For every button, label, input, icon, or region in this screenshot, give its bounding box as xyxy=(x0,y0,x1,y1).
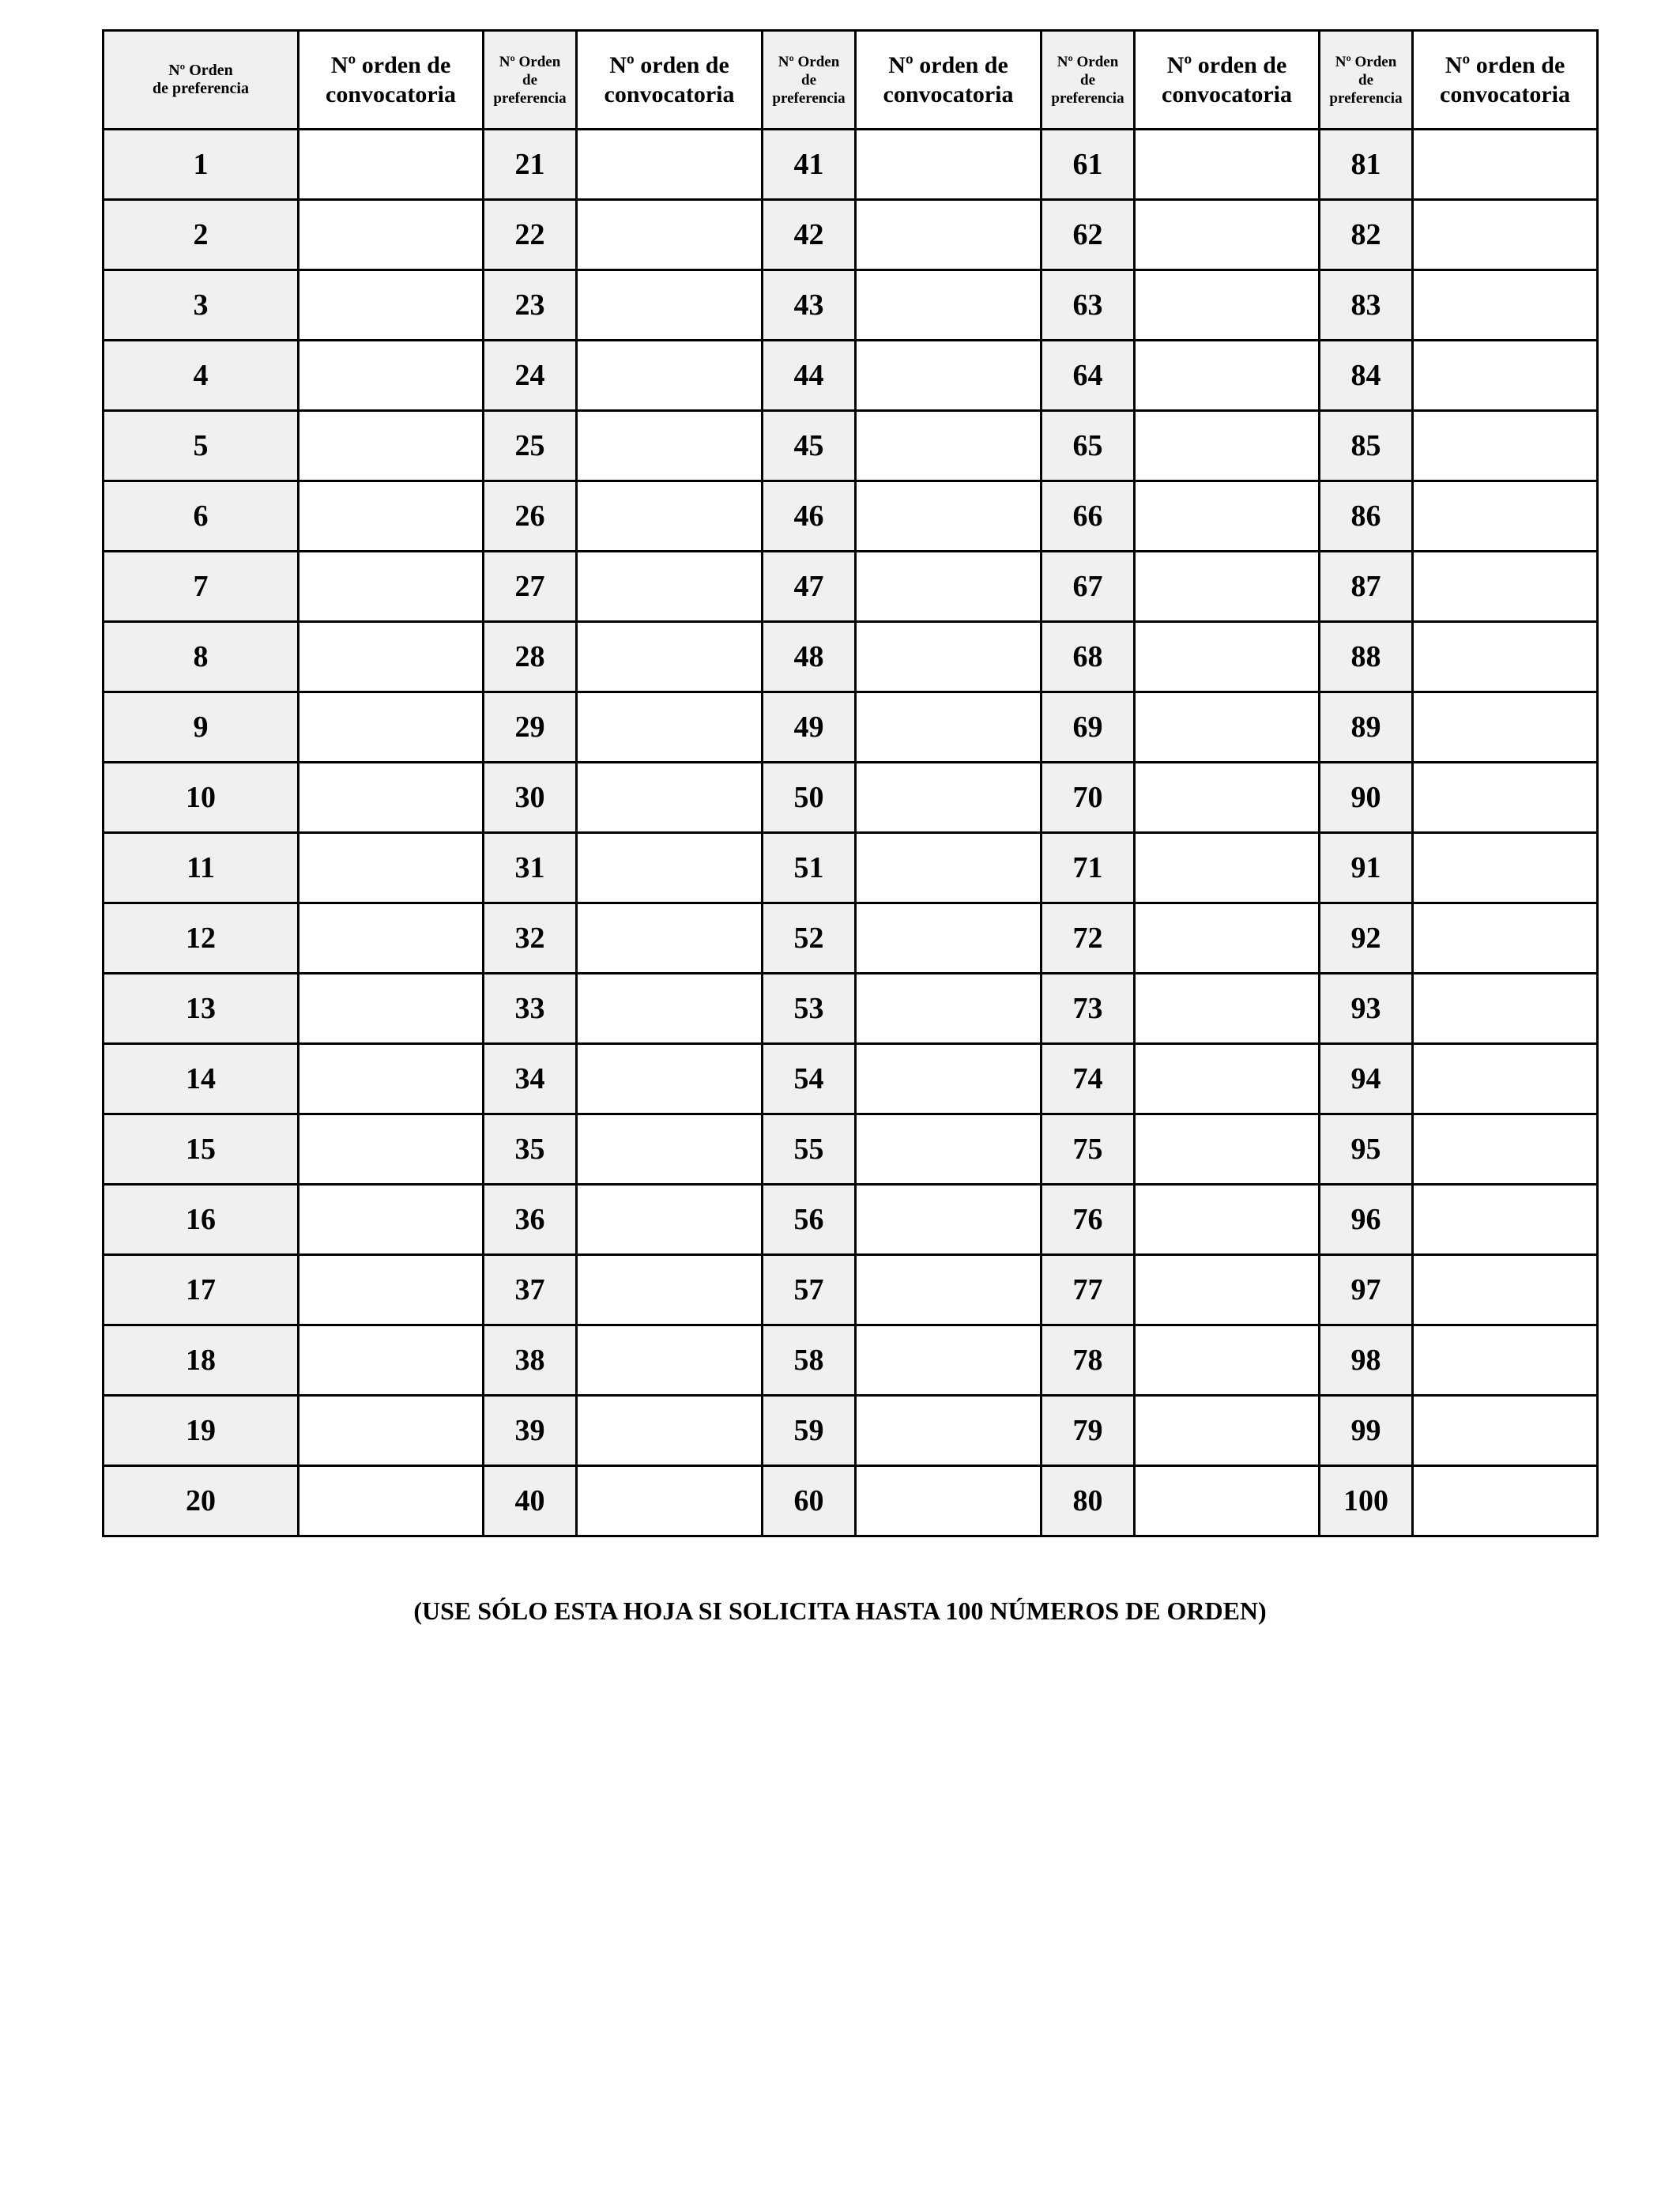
table-row xyxy=(104,974,1598,1044)
call-order-entry-cell[interactable] xyxy=(856,622,1042,692)
preference-number-cell: 81 xyxy=(1320,130,1413,200)
preference-number-cell: 7 xyxy=(104,552,299,622)
preference-number-cell: 67 xyxy=(1042,552,1135,622)
table-header-row xyxy=(104,31,1598,130)
call-order-entry-cell[interactable] xyxy=(1135,552,1320,622)
call-order-entry-cell[interactable] xyxy=(1135,833,1320,903)
call-order-entry-cell[interactable] xyxy=(577,130,763,200)
preference-number-cell: 63 xyxy=(1042,270,1135,341)
preference-number-cell: 100 xyxy=(1320,1466,1413,1536)
call-order-entry-cell[interactable] xyxy=(577,763,763,833)
table-row xyxy=(104,552,1598,622)
call-order-entry-cell[interactable] xyxy=(299,481,484,552)
call-order-entry-cell[interactable] xyxy=(1135,270,1320,341)
call-order-entry-cell[interactable] xyxy=(299,622,484,692)
preference-number-cell: 32 xyxy=(484,903,577,974)
call-order-entry-cell[interactable] xyxy=(1413,270,1598,341)
call-order-entry-cell[interactable] xyxy=(1413,481,1598,552)
table-row xyxy=(104,1255,1598,1325)
call-order-entry-cell[interactable] xyxy=(577,341,763,411)
call-order-entry-cell[interactable] xyxy=(1135,411,1320,481)
call-order-entry-cell[interactable] xyxy=(577,1255,763,1325)
preference-number-cell: 61 xyxy=(1042,130,1135,200)
call-order-entry-cell[interactable] xyxy=(299,270,484,341)
preference-number-cell: 44 xyxy=(763,341,856,411)
table-row xyxy=(104,1114,1598,1185)
header-preference-order-4: Nº Orden de preferencia xyxy=(1042,31,1135,130)
preference-number-cell: 57 xyxy=(763,1255,856,1325)
table-row xyxy=(104,200,1598,270)
call-order-entry-cell[interactable] xyxy=(577,1044,763,1114)
call-order-entry-cell[interactable] xyxy=(299,1325,484,1396)
preference-number-cell: 65 xyxy=(1042,411,1135,481)
preference-number-cell: 68 xyxy=(1042,622,1135,692)
preference-number-cell: 86 xyxy=(1320,481,1413,552)
preference-number-cell: 21 xyxy=(484,130,577,200)
table-row xyxy=(104,692,1598,763)
call-order-entry-cell[interactable] xyxy=(1413,1044,1598,1114)
table-row xyxy=(104,1044,1598,1114)
preference-number-cell: 55 xyxy=(763,1114,856,1185)
call-order-entry-cell[interactable] xyxy=(577,200,763,270)
preference-number-cell: 92 xyxy=(1320,903,1413,974)
call-order-entry-cell[interactable] xyxy=(577,974,763,1044)
preference-number-cell: 3 xyxy=(104,270,299,341)
preference-number-cell: 54 xyxy=(763,1044,856,1114)
call-order-entry-cell[interactable] xyxy=(299,130,484,200)
call-order-entry-cell[interactable] xyxy=(1135,1325,1320,1396)
preference-number-cell: 70 xyxy=(1042,763,1135,833)
preference-number-cell: 84 xyxy=(1320,341,1413,411)
call-order-entry-cell[interactable] xyxy=(1413,1325,1598,1396)
call-order-entry-cell[interactable] xyxy=(577,1396,763,1466)
preference-number-cell: 34 xyxy=(484,1044,577,1114)
preference-number-cell: 19 xyxy=(104,1396,299,1466)
call-order-entry-cell[interactable] xyxy=(299,1466,484,1536)
preference-number-cell: 97 xyxy=(1320,1255,1413,1325)
call-order-entry-cell[interactable] xyxy=(577,1325,763,1396)
call-order-entry-cell[interactable] xyxy=(1413,1466,1598,1536)
preference-number-cell: 95 xyxy=(1320,1114,1413,1185)
preference-number-cell: 76 xyxy=(1042,1185,1135,1255)
call-order-entry-cell[interactable] xyxy=(856,763,1042,833)
table-row xyxy=(104,341,1598,411)
call-order-entry-cell[interactable] xyxy=(856,1466,1042,1536)
table-row xyxy=(104,411,1598,481)
call-order-entry-cell[interactable] xyxy=(577,903,763,974)
call-order-entry-cell[interactable] xyxy=(577,622,763,692)
call-order-entry-cell[interactable] xyxy=(856,833,1042,903)
call-order-entry-cell[interactable] xyxy=(1413,552,1598,622)
call-order-entry-cell[interactable] xyxy=(1413,200,1598,270)
call-order-entry-cell[interactable] xyxy=(299,411,484,481)
preference-number-cell: 28 xyxy=(484,622,577,692)
call-order-entry-cell[interactable] xyxy=(299,1114,484,1185)
table-body xyxy=(104,130,1598,1536)
table-row xyxy=(104,763,1598,833)
preference-number-cell: 90 xyxy=(1320,763,1413,833)
preference-number-cell: 11 xyxy=(104,833,299,903)
table-row xyxy=(104,1396,1598,1466)
call-order-entry-cell[interactable] xyxy=(299,763,484,833)
table-row xyxy=(104,1466,1598,1536)
table-row xyxy=(104,833,1598,903)
preference-number-cell: 25 xyxy=(484,411,577,481)
preference-number-cell: 9 xyxy=(104,692,299,763)
preference-number-cell: 48 xyxy=(763,622,856,692)
call-order-entry-cell[interactable] xyxy=(299,200,484,270)
preference-number-cell: 50 xyxy=(763,763,856,833)
call-order-entry-cell[interactable] xyxy=(1413,833,1598,903)
preference-number-cell: 91 xyxy=(1320,833,1413,903)
call-order-entry-cell[interactable] xyxy=(856,1044,1042,1114)
call-order-entry-cell[interactable] xyxy=(856,552,1042,622)
preference-number-cell: 31 xyxy=(484,833,577,903)
preference-number-cell: 52 xyxy=(763,903,856,974)
preference-number-cell: 45 xyxy=(763,411,856,481)
preference-number-cell: 77 xyxy=(1042,1255,1135,1325)
call-order-entry-cell[interactable] xyxy=(577,833,763,903)
header-preference-order-2: Nº Orden de preferencia xyxy=(484,31,577,130)
preference-number-cell: 71 xyxy=(1042,833,1135,903)
call-order-entry-cell[interactable] xyxy=(856,270,1042,341)
call-order-entry-cell[interactable] xyxy=(1413,1185,1598,1255)
preference-number-cell: 78 xyxy=(1042,1325,1135,1396)
preference-number-cell: 69 xyxy=(1042,692,1135,763)
call-order-entry-cell[interactable] xyxy=(1413,411,1598,481)
preference-number-cell: 39 xyxy=(484,1396,577,1466)
preference-number-cell: 26 xyxy=(484,481,577,552)
preference-number-cell: 87 xyxy=(1320,552,1413,622)
table-row xyxy=(104,270,1598,341)
preference-number-cell: 40 xyxy=(484,1466,577,1536)
preference-number-cell: 2 xyxy=(104,200,299,270)
call-order-entry-cell[interactable] xyxy=(299,1044,484,1114)
preference-number-cell: 66 xyxy=(1042,481,1135,552)
call-order-entry-cell[interactable] xyxy=(1135,1466,1320,1536)
preference-number-cell: 10 xyxy=(104,763,299,833)
preference-number-cell: 94 xyxy=(1320,1044,1413,1114)
call-order-entry-cell[interactable] xyxy=(1135,692,1320,763)
call-order-entry-cell[interactable] xyxy=(577,1466,763,1536)
header-preference-order-3: Nº Orden de preferencia xyxy=(763,31,856,130)
preference-number-cell: 24 xyxy=(484,341,577,411)
call-order-entry-cell[interactable] xyxy=(299,974,484,1044)
preference-number-cell: 59 xyxy=(763,1396,856,1466)
call-order-entry-cell[interactable] xyxy=(299,552,484,622)
call-order-entry-cell[interactable] xyxy=(856,903,1042,974)
call-order-entry-cell[interactable] xyxy=(577,1114,763,1185)
call-order-entry-cell[interactable] xyxy=(856,1325,1042,1396)
preference-number-cell: 73 xyxy=(1042,974,1135,1044)
call-order-entry-cell[interactable] xyxy=(577,1185,763,1255)
preference-number-cell: 12 xyxy=(104,903,299,974)
call-order-entry-cell[interactable] xyxy=(856,481,1042,552)
call-order-entry-cell[interactable] xyxy=(299,1185,484,1255)
preference-number-cell: 46 xyxy=(763,481,856,552)
header-call-order-3: Nº orden de convocatoria xyxy=(856,31,1042,130)
call-order-entry-cell[interactable] xyxy=(1135,763,1320,833)
call-order-entry-cell[interactable] xyxy=(856,200,1042,270)
call-order-entry-cell[interactable] xyxy=(1135,200,1320,270)
preference-number-cell: 16 xyxy=(104,1185,299,1255)
call-order-entry-cell[interactable] xyxy=(299,341,484,411)
preference-number-cell: 38 xyxy=(484,1325,577,1396)
preference-number-cell: 13 xyxy=(104,974,299,1044)
call-order-entry-cell[interactable] xyxy=(1135,974,1320,1044)
footer-note: (USE SÓLO ESTA HOJA SI SOLICITA HASTA 100 NÚMEROS DE ORDEN) xyxy=(413,1596,1267,1625)
call-order-entry-cell[interactable] xyxy=(1413,1255,1598,1325)
call-order-entry-cell[interactable] xyxy=(1413,692,1598,763)
call-order-entry-cell[interactable] xyxy=(1135,903,1320,974)
call-order-entry-cell[interactable] xyxy=(577,481,763,552)
header-call-order-2: Nº orden de convocatoria xyxy=(577,31,763,130)
preference-number-cell: 80 xyxy=(1042,1466,1135,1536)
call-order-entry-cell[interactable] xyxy=(1135,130,1320,200)
preference-number-cell: 89 xyxy=(1320,692,1413,763)
preference-number-cell: 17 xyxy=(104,1255,299,1325)
call-order-entry-cell[interactable] xyxy=(1413,1396,1598,1466)
preference-number-cell: 72 xyxy=(1042,903,1135,974)
preference-number-cell: 56 xyxy=(763,1185,856,1255)
preference-number-cell: 6 xyxy=(104,481,299,552)
preference-number-cell: 75 xyxy=(1042,1114,1135,1185)
preference-number-cell: 62 xyxy=(1042,200,1135,270)
call-order-entry-cell[interactable] xyxy=(577,411,763,481)
call-order-entry-cell[interactable] xyxy=(1413,974,1598,1044)
call-order-entry-cell[interactable] xyxy=(856,341,1042,411)
preference-number-cell: 88 xyxy=(1320,622,1413,692)
preference-number-cell: 60 xyxy=(763,1466,856,1536)
call-order-entry-cell[interactable] xyxy=(1413,763,1598,833)
preference-number-cell: 35 xyxy=(484,1114,577,1185)
call-order-entry-cell[interactable] xyxy=(299,692,484,763)
preference-number-cell: 43 xyxy=(763,270,856,341)
call-order-entry-cell[interactable] xyxy=(856,1185,1042,1255)
preference-number-cell: 49 xyxy=(763,692,856,763)
preference-number-cell: 53 xyxy=(763,974,856,1044)
preference-number-cell: 8 xyxy=(104,622,299,692)
preference-number-cell: 42 xyxy=(763,200,856,270)
table-row xyxy=(104,903,1598,974)
call-order-entry-cell[interactable] xyxy=(299,1396,484,1466)
table-row xyxy=(104,130,1598,200)
preference-number-cell: 27 xyxy=(484,552,577,622)
preference-number-cell: 30 xyxy=(484,763,577,833)
table-row xyxy=(104,1325,1598,1396)
call-order-entry-cell[interactable] xyxy=(856,1396,1042,1466)
call-order-entry-cell[interactable] xyxy=(1135,1114,1320,1185)
preference-number-cell: 22 xyxy=(484,200,577,270)
preference-number-cell: 18 xyxy=(104,1325,299,1396)
call-order-entry-cell[interactable] xyxy=(299,833,484,903)
call-order-entry-cell[interactable] xyxy=(856,130,1042,200)
preference-number-cell: 20 xyxy=(104,1466,299,1536)
call-order-entry-cell[interactable] xyxy=(1135,1044,1320,1114)
preference-number-cell: 4 xyxy=(104,341,299,411)
call-order-entry-cell[interactable] xyxy=(856,1114,1042,1185)
call-order-entry-cell[interactable] xyxy=(577,692,763,763)
table-row xyxy=(104,622,1598,692)
preference-number-cell: 74 xyxy=(1042,1044,1135,1114)
call-order-entry-cell[interactable] xyxy=(577,552,763,622)
table-row xyxy=(104,481,1598,552)
preference-number-cell: 23 xyxy=(484,270,577,341)
preference-number-cell: 37 xyxy=(484,1255,577,1325)
preference-number-cell: 93 xyxy=(1320,974,1413,1044)
preference-number-cell: 15 xyxy=(104,1114,299,1185)
preference-number-cell: 33 xyxy=(484,974,577,1044)
call-order-entry-cell[interactable] xyxy=(1135,622,1320,692)
call-order-entry-cell[interactable] xyxy=(856,692,1042,763)
header-call-order-1: Nº orden de convocatoria xyxy=(299,31,484,130)
preference-number-cell: 14 xyxy=(104,1044,299,1114)
preference-number-cell: 51 xyxy=(763,833,856,903)
table-row xyxy=(104,1185,1598,1255)
call-order-entry-cell[interactable] xyxy=(1413,1114,1598,1185)
call-order-entry-cell[interactable] xyxy=(1413,130,1598,200)
preference-number-cell: 85 xyxy=(1320,411,1413,481)
call-order-entry-cell[interactable] xyxy=(1413,341,1598,411)
preference-order-table xyxy=(102,29,1599,1537)
preference-number-cell: 99 xyxy=(1320,1396,1413,1466)
preference-number-cell: 29 xyxy=(484,692,577,763)
preference-number-cell: 1 xyxy=(104,130,299,200)
header-call-order-4: Nº orden de convocatoria xyxy=(1135,31,1320,130)
header-preference-order-5: Nº Orden de preferencia xyxy=(1320,31,1413,130)
preference-number-cell: 96 xyxy=(1320,1185,1413,1255)
call-order-entry-cell[interactable] xyxy=(856,411,1042,481)
call-order-entry-cell[interactable] xyxy=(1135,1396,1320,1466)
preference-number-cell: 82 xyxy=(1320,200,1413,270)
preference-number-cell: 64 xyxy=(1042,341,1135,411)
preference-number-cell: 79 xyxy=(1042,1396,1135,1466)
call-order-entry-cell[interactable] xyxy=(299,903,484,974)
header-call-order-5: Nº orden de convocatoria xyxy=(1413,31,1598,130)
call-order-entry-cell[interactable] xyxy=(1413,903,1598,974)
call-order-entry-cell[interactable] xyxy=(856,974,1042,1044)
header-preference-order-1: Nº Orden de preferencia xyxy=(104,31,299,130)
call-order-entry-cell[interactable] xyxy=(856,1255,1042,1325)
call-order-entry-cell[interactable] xyxy=(1135,481,1320,552)
call-order-entry-cell[interactable] xyxy=(299,1255,484,1325)
call-order-entry-cell[interactable] xyxy=(1135,1185,1320,1255)
preference-number-cell: 36 xyxy=(484,1185,577,1255)
call-order-entry-cell[interactable] xyxy=(1135,1255,1320,1325)
preference-number-cell: 41 xyxy=(763,130,856,200)
call-order-entry-cell[interactable] xyxy=(577,270,763,341)
preference-number-cell: 5 xyxy=(104,411,299,481)
preference-number-cell: 83 xyxy=(1320,270,1413,341)
preference-number-cell: 47 xyxy=(763,552,856,622)
call-order-entry-cell[interactable] xyxy=(1413,622,1598,692)
preference-number-cell: 98 xyxy=(1320,1325,1413,1396)
call-order-entry-cell[interactable] xyxy=(1135,341,1320,411)
preference-number-cell: 58 xyxy=(763,1325,856,1396)
